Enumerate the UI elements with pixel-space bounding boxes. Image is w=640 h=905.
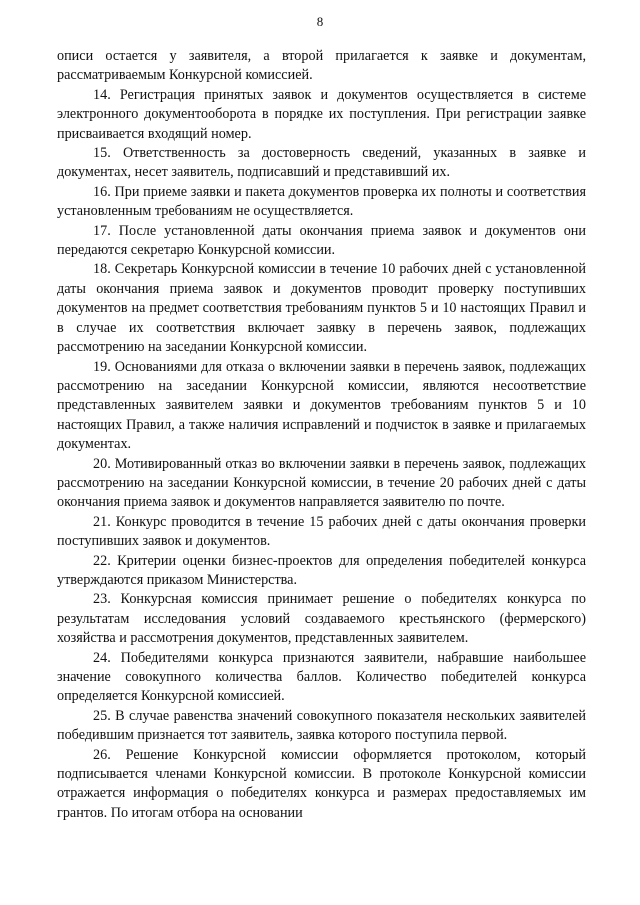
paragraph-24: 24. Победителями конкурса признаются заявители, набравшие наибольшее значение совокупного количества баллов. Количество победителей конкурса определяется Конкурсной комиссией. <box>57 649 586 705</box>
paragraph-18: 18. Секретарь Конкурсной комиссии в течение 10 рабочих дней с установленной даты окончания приема заявок и документов проводит проверку поступивших документов на предмет соответствия требованиям пунктов 5 и 10 настоящих Правил и в случае их соответствия включает заявку в перечень заявок, подлежащих рассмотрению на заседании Конкурсной комиссии. <box>57 261 586 356</box>
paragraph-26: 26. Решение Конкурсной комиссии оформляется протоколом, который подписывается членами Конкурсной комиссии. В протоколе Конкурсной комиссии отражается информация о победителях конкурса и размерах предоставляемых им грантов. По итогам отбора на основании <box>57 746 586 821</box>
document-body <box>57 47 586 823</box>
paragraph-continuation: описи остается у заявителя, а второй прилагается к заявке и документам, рассматриваемым Конкурсной комиссией. <box>57 48 586 84</box>
paragraph-20: 20. Мотивированный отказ во включении заявки в перечень заявок, подлежащих рассмотрению на заседании Конкурсной комиссии, в течение 20 рабочих дней с даты окончания приема заявок и документов направляется заявителю по почте. <box>57 455 586 511</box>
paragraph-14: 14. Регистрация принятых заявок и документов осуществляется в системе электронного документооборота в порядке их поступления. При регистрации заявке присваивается входящий номер. <box>57 86 586 142</box>
paragraph-25: 25. В случае равенства значений совокупного показателя нескольких заявителей победившим признается тот заявитель, заявка которого поступила первой. <box>57 707 586 744</box>
paragraph-17: 17. После установленной даты окончания приема заявок и документов они передаются секретарю Конкурсной комиссии. <box>57 222 586 259</box>
paragraph-16: 16. При приеме заявки и пакета документов проверка их полноты и соответствия установленным требованиям не осуществляется. <box>57 183 586 220</box>
paragraph-22: 22. Критерии оценки бизнес-проектов для определения победителей конкурса утверждаются приказом Министерства. <box>57 552 586 588</box>
page-number: 8 <box>316 14 324 29</box>
paragraph-21: 21. Конкурс проводится в течение 15 рабочих дней с даты окончания проверки поступивших заявок и документов. <box>57 513 586 550</box>
paragraph-23: 23. Конкурсная комиссия принимает решение о победителях конкурса по результатам исследования условий создаваемого крестьянского (фермерского) хозяйства и рассмотрения документов, представленных заявителем. <box>57 591 586 647</box>
paragraph-15: 15. Ответственность за достоверность сведений, указанных в заявке и документах, несет заявитель, подписавший и представивший их. <box>57 145 586 181</box>
paragraph-19: 19. Основаниями для отказа о включении заявки в перечень заявок, подлежащих рассмотрению на заседании Конкурсной комиссии, являются несоответствие представленных заявителем заявки и документов требованиям пунктов 5 и 10 настоящих Правил, а также наличия исправлений и подчисток в заявке и прилагаемых документах. <box>57 358 586 453</box>
